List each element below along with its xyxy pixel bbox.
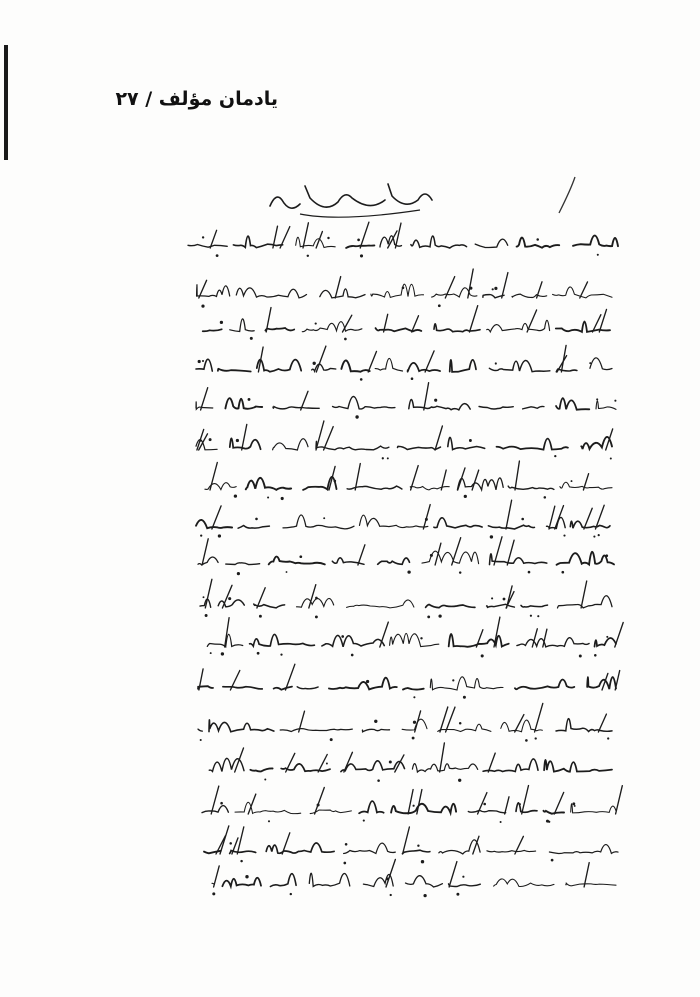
bismillah-heading [270,184,432,217]
manuscript-line [200,579,612,618]
manuscript-line [198,537,614,575]
manuscript-line [197,269,612,308]
manuscript-line [198,664,620,699]
manuscript-line [204,826,618,864]
manuscript-line [209,743,612,782]
manuscript-line [212,859,616,897]
running-header: یادمان مؤلف / ۲۷ [115,88,278,110]
manuscript-line [205,461,612,500]
manuscript-line [198,703,612,741]
manuscript-line [203,306,610,341]
manuscript-line [202,786,622,824]
manuscript-line [196,345,612,380]
manuscript-line [207,617,623,657]
manuscript-line [196,383,616,419]
manuscript-line [196,421,613,460]
manuscript-line [188,222,618,257]
manuscript-line [196,500,610,538]
